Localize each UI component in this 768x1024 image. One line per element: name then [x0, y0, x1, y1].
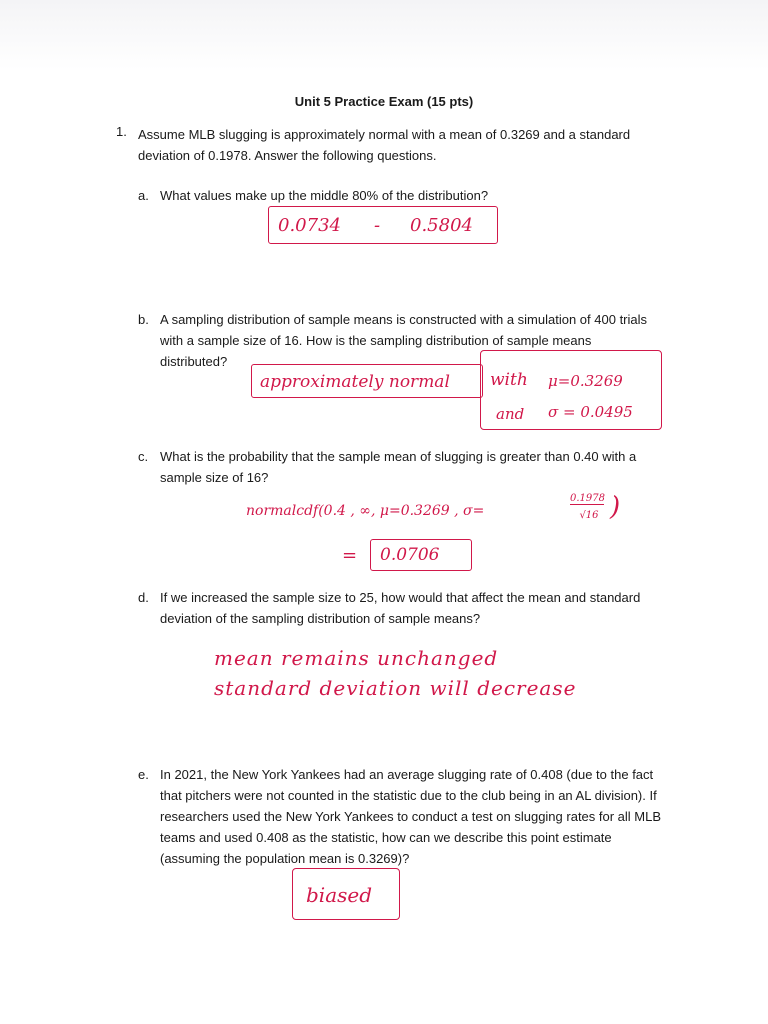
question-1-text: Assume MLB slugging is approximately normal with a mean of 0.3269 and a standard deviation of 0.1978. Answer the following questions. [138, 127, 631, 163]
part-d-label: d. [138, 590, 149, 605]
exam-title: Unit 5 Practice Exam (15 pts) [294, 94, 474, 109]
part-c-label: c. [138, 449, 149, 464]
question-number: 1. [116, 124, 127, 139]
part-b-answer-sigma: σ = 0.0495 [548, 403, 633, 421]
part-e-question: In 2021, the New York Yankees had an average slugging rate of 0.408 (due to the fact that pitchers were not counted in the statistic due to the club being in an AL division). If researchers used the New York Yankees to conduct a test on slugging rates for all MLB teams and used 0.408 as the statistic, how can we describe this point estimate (assuming the population mean is 0.3269)? [160, 767, 662, 866]
scan-shadow [0, 0, 768, 70]
part-b-answer-and: and [496, 405, 525, 423]
part-b-question: A sampling distribution of sample means is constructed with a simulation of 400 trials with a sample size of 16. How is the sampling distribution of sample means distributed? [160, 312, 648, 369]
part-c-equals: = [342, 545, 358, 566]
part-d-question: If we increased the sample size to 25, how would that affect the mean and standard deviation of the sampling distribution of sample means? [160, 590, 641, 626]
part-b-answer-with: with [490, 370, 528, 390]
part-d-answer-sd: standard deviation will decrease [214, 676, 577, 700]
part-e-answer: biased [306, 883, 373, 907]
part-a-label: a. [138, 188, 149, 203]
part-b-answer-mu: μ=0.3269 [548, 372, 623, 390]
part-b-answer-shape: approximately normal [260, 372, 450, 392]
part-c-work-numerator: 0.1978 [570, 493, 605, 504]
part-c-work-close: ) [610, 492, 621, 522]
part-d-answer-mean: mean remains unchanged [214, 646, 499, 670]
part-c-work: normalcdf(0.4 , ∞, μ=0.3269 , σ= [246, 503, 485, 519]
part-a-question: What values make up the middle 80% of the distribution? [160, 188, 489, 203]
part-c-answer: 0.0706 [380, 545, 440, 565]
part-a-answer-high: 0.5804 [410, 215, 473, 236]
part-a-answer-low: 0.0734 [278, 215, 341, 236]
part-c-work-denominator: √16 [579, 510, 599, 521]
part-a-answer-dash: - [374, 215, 381, 236]
part-c-question: What is the probability that the sample mean of slugging is greater than 0.40 with a sample size of 16? [160, 449, 637, 485]
part-b-label: b. [138, 312, 149, 327]
part-e-label: e. [138, 767, 149, 782]
